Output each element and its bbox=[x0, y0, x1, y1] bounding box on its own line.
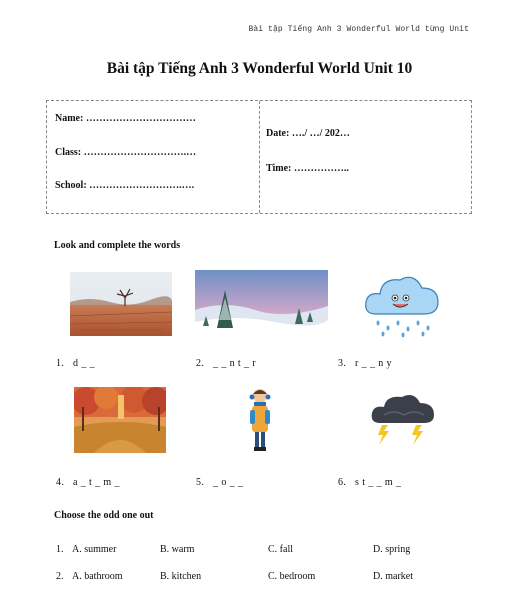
item-6-number: 6. bbox=[338, 477, 347, 488]
item-3-number: 3. bbox=[338, 358, 347, 369]
date-field: Date: …./ …/ 202… bbox=[266, 128, 350, 139]
item-1-number: 1. bbox=[56, 358, 65, 369]
rain-cloud-picture bbox=[362, 268, 442, 338]
snowy-winter-picture bbox=[195, 270, 328, 338]
odd-row-1-option-a: A. summer bbox=[72, 544, 117, 555]
storm-cloud-picture bbox=[370, 393, 436, 447]
section-title-odd-one-out: Choose the odd one out bbox=[54, 510, 154, 521]
item-3-caption bbox=[338, 358, 392, 369]
odd-row-1-option-d: D. spring bbox=[373, 544, 411, 555]
odd-row-2-option-c: C. bedroom bbox=[268, 571, 316, 582]
item-6-caption bbox=[338, 477, 401, 488]
item-4-blank-word: a _ t _ m _ bbox=[73, 477, 120, 488]
item-2-blank-word: _ _ n t _ r bbox=[213, 358, 257, 369]
item-5-number: 5. bbox=[196, 477, 205, 488]
item-1-caption bbox=[56, 358, 95, 369]
desert-tree-picture bbox=[70, 272, 172, 336]
item-5-blank-word: _ o _ _ bbox=[213, 477, 244, 488]
name-field: Name: …………………………… bbox=[55, 113, 196, 124]
section-title-look-and-complete: Look and complete the words bbox=[54, 240, 181, 251]
info-box-divider bbox=[259, 101, 260, 213]
item-2-number: 2. bbox=[196, 358, 205, 369]
school-field: School: ……………………….…. bbox=[55, 180, 195, 191]
odd-row-2-option-d: D. market bbox=[373, 571, 413, 582]
odd-row-2-number: 2. bbox=[56, 571, 64, 582]
student-info-box bbox=[46, 100, 472, 214]
autumn-forest-picture bbox=[74, 387, 166, 453]
running-header: Bài tập Tiếng Anh 3 Wonderful World từng Unit bbox=[248, 25, 469, 34]
odd-row-2-option-b: B. kitchen bbox=[160, 571, 202, 582]
item-4-caption bbox=[56, 477, 120, 488]
odd-row-1-option-c: C. fall bbox=[268, 544, 293, 555]
item-1-blank-word: d _ _ bbox=[73, 358, 96, 369]
item-6-blank-word: s t _ _ m _ bbox=[355, 477, 402, 488]
item-3-blank-word: r _ _ n y bbox=[355, 358, 392, 369]
odd-row-1-number: 1. bbox=[56, 544, 64, 555]
time-field: Time: …………….. bbox=[266, 163, 349, 174]
document-title: Bài tập Tiếng Anh 3 Wonderful World Unit 10 bbox=[106, 60, 413, 77]
class-field: Class: ………………………….… bbox=[55, 147, 197, 158]
item-2-caption bbox=[196, 358, 256, 369]
item-5-caption bbox=[196, 477, 243, 488]
item-4-number: 4. bbox=[56, 477, 65, 488]
odd-row-2-option-a: A. bathroom bbox=[72, 571, 123, 582]
cold-boy-picture bbox=[246, 386, 274, 454]
odd-row-1-option-b: B. warm bbox=[160, 544, 195, 555]
